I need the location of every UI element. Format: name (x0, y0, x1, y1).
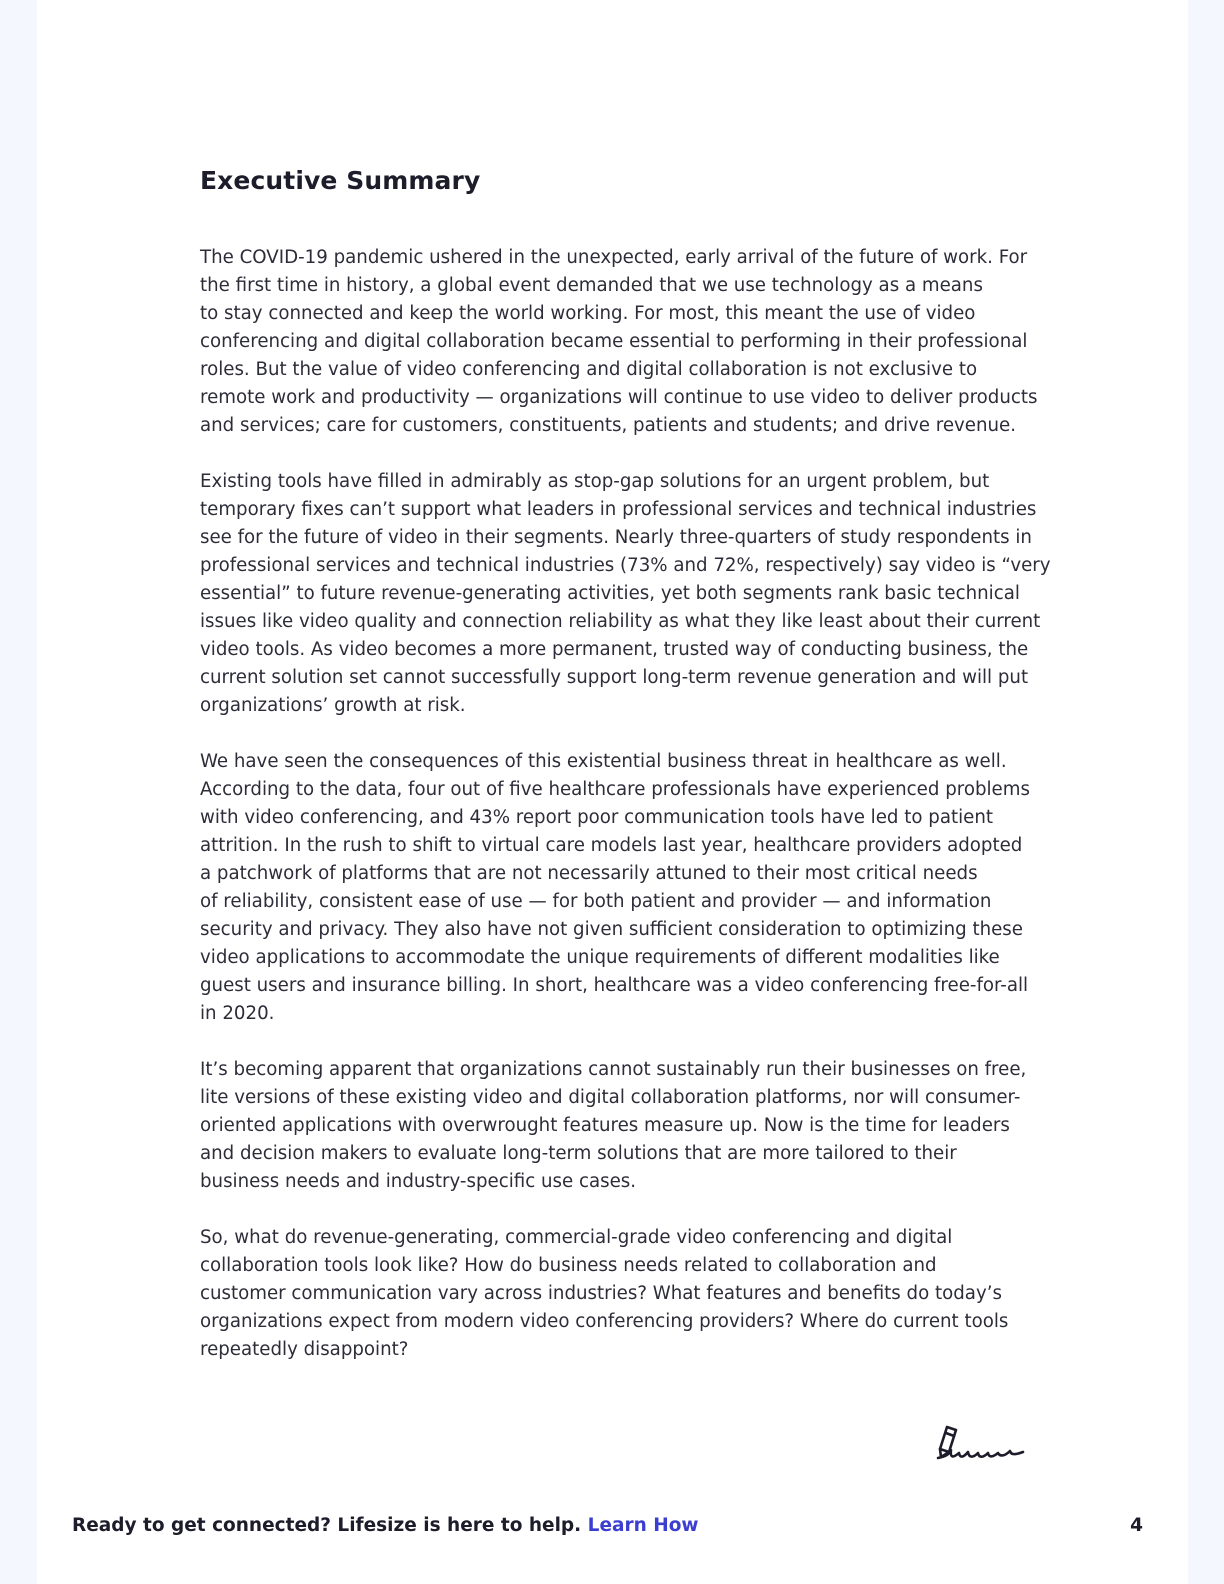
paragraph-5 (200, 1224, 1060, 1364)
page-number: 4 (1130, 1515, 1143, 1536)
text-line: essential” to future revenue-generating activities, yet both segments rank basic technical (200, 583, 1020, 604)
text-line: collaboration tools look like? How do business needs related to collaboration and (200, 1255, 937, 1276)
footer-cta-text: Ready to get connected? Lifesize is here to help. (72, 1515, 588, 1536)
document-page (37, 0, 1188, 1584)
text-line: customer communication vary across industries? What features and benefits do today’s (200, 1283, 1002, 1304)
text-line: temporary fixes can’t support what leaders in professional services and technical industries (200, 499, 1037, 520)
text-line: professional services and technical industries (73% and 72%, respectively) say video is “very (200, 555, 1051, 576)
text-line: Existing tools have filled in admirably as stop-gap solutions for an urgent problem, but (200, 471, 990, 492)
text-line: repeatedly disappoint? (200, 1339, 409, 1360)
body-text (200, 244, 1060, 1392)
text-line: organizations expect from modern video conferencing providers? Where do current tools (200, 1311, 1009, 1332)
text-line: conferencing and digital collaboration became essential to performing in their professional (200, 331, 1028, 352)
learn-how-link[interactable]: Learn How (587, 1515, 699, 1536)
text-line: roles. But the value of video conferencing and digital collaboration is not exclusive to (200, 359, 978, 380)
paragraph-1 (200, 244, 1060, 440)
page-title: Executive Summary (200, 166, 481, 195)
text-line: It’s becoming apparent that organizations cannot sustainably run their businesses on free, (200, 1059, 1027, 1080)
text-line: and decision makers to evaluate long-term solutions that are more tailored to their (200, 1143, 957, 1164)
text-line: oriented applications with overwrought features measure up. Now is the time for leaders (200, 1115, 1010, 1136)
text-line: security and privacy. They also have not given sufficient consideration to optimizing these (200, 919, 1023, 940)
text-line: lite versions of these existing video and digital collaboration platforms, nor will consumer- (200, 1087, 1021, 1108)
paragraph-2 (200, 468, 1060, 720)
text-line: remote work and productivity — organizations will continue to use video to deliver products (200, 387, 1038, 408)
text-line: So, what do revenue-generating, commercial-grade video conferencing and digital (200, 1227, 953, 1248)
text-line: a patchwork of platforms that are not necessarily attuned to their most critical needs (200, 863, 978, 884)
paragraph-3 (200, 748, 1060, 1028)
footer-cta (72, 1515, 699, 1536)
text-line: and services; care for customers, constituents, patients and students; and drive revenue. (200, 415, 1016, 436)
pen-signature-icon (935, 1424, 1030, 1472)
text-line: According to the data, four out of five healthcare professionals have experienced problems (200, 779, 1030, 800)
text-line: with video conferencing, and 43% report poor communication tools have led to patient (200, 807, 994, 828)
paragraph-4 (200, 1056, 1060, 1196)
text-line: organizations’ growth at risk. (200, 695, 466, 716)
text-line: The COVID-19 pandemic ushered in the unexpected, early arrival of the future of work. For (200, 247, 1028, 268)
text-line: current solution set cannot successfully support long-term revenue generation and will put (200, 667, 1029, 688)
text-line: in 2020. (200, 1003, 275, 1024)
text-line: see for the future of video in their segments. Nearly three-quarters of study respondents in (200, 527, 1032, 548)
text-line: business needs and industry-specific use cases. (200, 1171, 637, 1192)
text-line: the first time in history, a global event demanded that we use technology as a means (200, 275, 983, 296)
text-line: of reliability, consistent ease of use — for both patient and provider — and information (200, 891, 992, 912)
text-line: video tools. As video becomes a more permanent, trusted way of conducting business, the (200, 639, 1029, 660)
text-line: guest users and insurance billing. In short, healthcare was a video conferencing free-for-all (200, 975, 1029, 996)
text-line: video applications to accommodate the unique requirements of different modalities like (200, 947, 1000, 968)
text-line: We have seen the consequences of this existential business threat in healthcare as well. (200, 751, 1007, 772)
text-line: to stay connected and keep the world working. For most, this meant the use of video (200, 303, 976, 324)
text-line: attrition. In the rush to shift to virtual care models last year, healthcare providers adopted (200, 835, 1023, 856)
text-line: issues like video quality and connection reliability as what they like least about their current (200, 611, 1041, 632)
